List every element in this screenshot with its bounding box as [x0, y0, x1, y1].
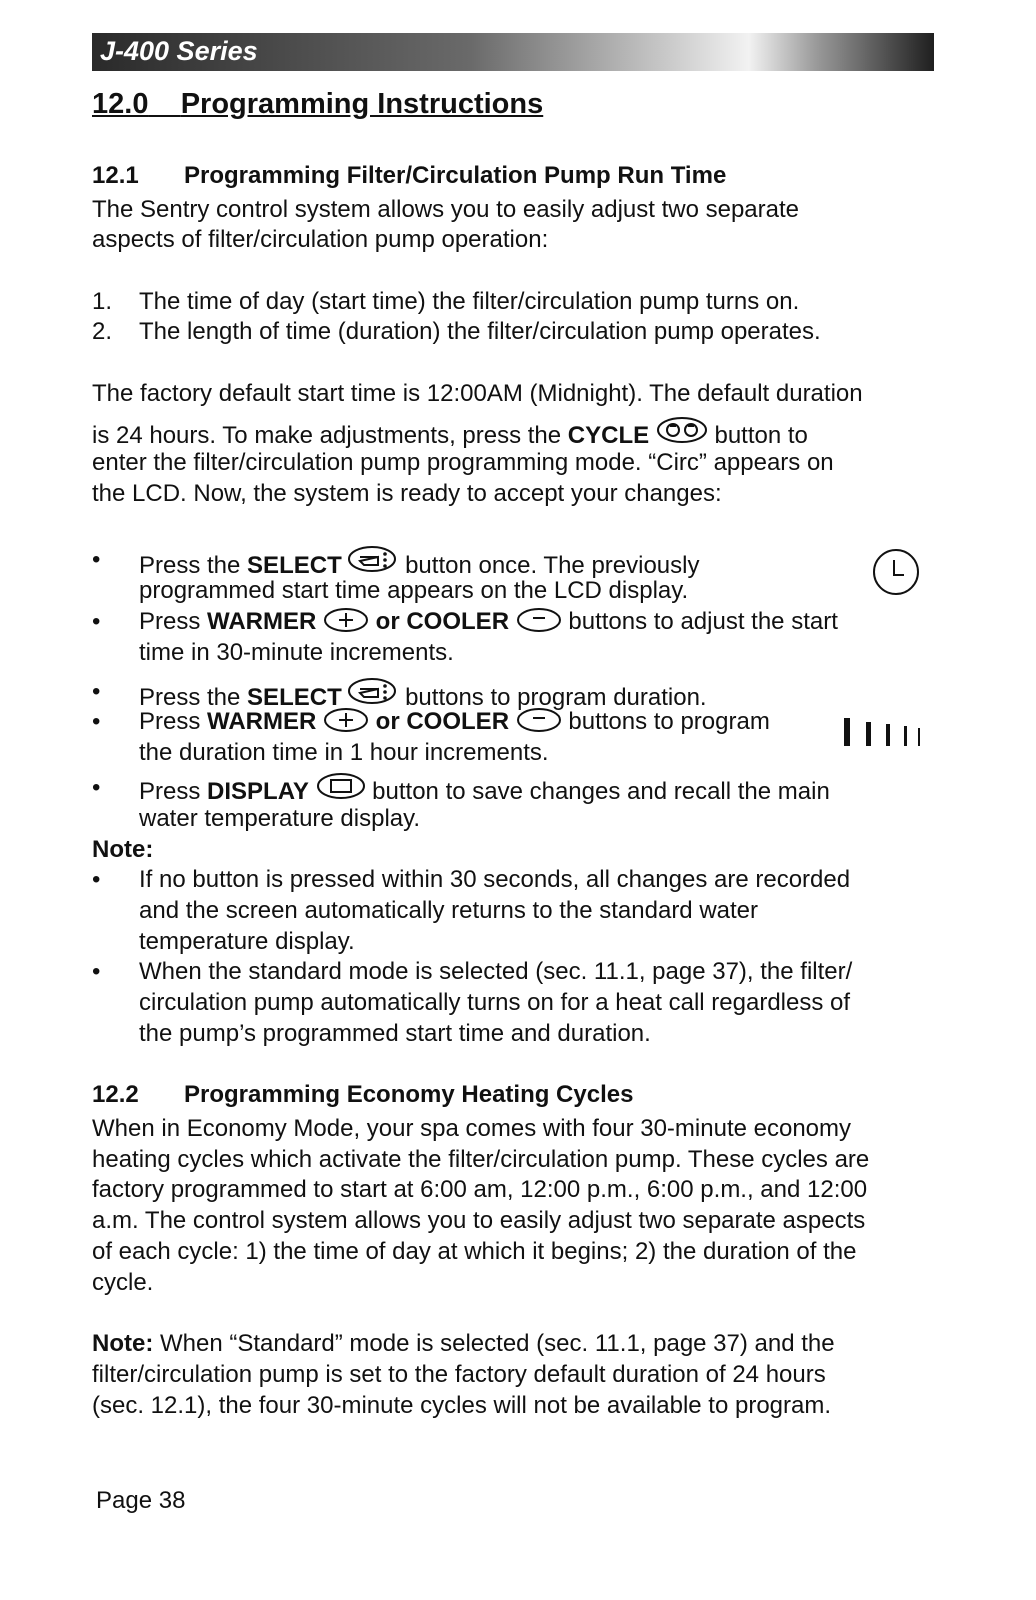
cooler-minus-icon: [516, 607, 562, 633]
bullet: •: [92, 958, 101, 985]
paragraph-line: The factory default start time is 12:00AM (Midnight). The default duration: [92, 380, 863, 407]
paragraph-line: The Sentry control system allows you to easily adjust two separate: [92, 196, 799, 223]
section-number: 12.2: [92, 1081, 139, 1108]
text-run: Press: [139, 778, 208, 805]
warmer-plus-icon: [323, 707, 369, 733]
note-text: and the screen automatically returns to the standard water: [139, 897, 759, 924]
list-item-number: 2.: [92, 318, 113, 345]
section-heading: Programming Filter/Circulation Pump Run Time: [184, 162, 727, 189]
text-run: is 24 hours. To make adjustments, press the: [92, 422, 568, 449]
page-number: Page 38: [96, 1487, 186, 1514]
text-run: buttons to program duration.: [398, 684, 707, 711]
note-text: circulation pump automatically turns on for a heat call regardless of: [139, 989, 851, 1016]
bullet: •: [92, 608, 101, 635]
bullet: •: [92, 678, 101, 705]
section-number: 12.1: [92, 162, 139, 189]
text-run: Press: [139, 608, 208, 635]
select-label: SELECT: [247, 552, 342, 579]
bullet-text: [139, 773, 830, 807]
text-run: When “Standard” mode is selected (sec. 11.1, page 37) and the: [153, 1330, 835, 1357]
title-number: 12.0: [92, 88, 149, 120]
paragraph-line: [92, 417, 808, 451]
paragraph-line: When in Economy Mode, your spa comes with four 30-minute economy: [92, 1115, 852, 1142]
section-12-1-heading: [92, 162, 726, 190]
paragraph-line: enter the filter/circulation pump programming mode. “Circ” appears on: [92, 449, 834, 476]
select-button-icon: [348, 677, 398, 709]
bullet-text: programmed start time appears on the LCD display.: [139, 577, 689, 604]
clock-icon: [872, 548, 920, 596]
section-12-2-heading: [92, 1081, 633, 1109]
paragraph-line: aspects of filter/circulation pump operation:: [92, 226, 549, 253]
text-run: button once. The previously: [398, 552, 700, 579]
note-text: temperature display.: [139, 928, 355, 955]
text-run: Press the: [139, 684, 248, 711]
select-button-icon: [348, 545, 398, 577]
text-run: buttons to program: [561, 708, 770, 735]
page-title: [92, 88, 543, 121]
section-heading: Programming Economy Heating Cycles: [184, 1081, 634, 1108]
bullet-text: time in 30-minute increments.: [139, 639, 454, 666]
warmer-label: WARMER: [207, 608, 317, 635]
bullet-text: water temperature display.: [139, 805, 421, 832]
text-run: Press the: [139, 552, 248, 579]
warmer-plus-icon: [323, 607, 369, 633]
paragraph-line: factory programmed to start at 6:00 am, 12:00 p.m., 6:00 p.m., and 12:00: [92, 1176, 868, 1203]
display-button-icon: [316, 773, 366, 803]
series-banner: [92, 33, 934, 71]
note-text: When the standard mode is selected (sec. 11.1, page 37), the filter/: [139, 958, 853, 985]
note-paragraph-line: [92, 1329, 835, 1359]
cooler-label: or COOLER: [369, 608, 510, 635]
display-label: DISPLAY: [207, 778, 309, 805]
bullet-text: [139, 607, 838, 637]
text-run: button to: [707, 422, 808, 449]
select-label: SELECT: [247, 684, 342, 711]
warmer-label: WARMER: [207, 708, 317, 735]
note-label: Note:: [92, 836, 154, 863]
list-item-number: 1.: [92, 288, 113, 315]
list-item: The length of time (duration) the filter/circulation pump operates.: [139, 318, 821, 345]
note-label: Note:: [92, 1330, 154, 1357]
note-paragraph-line: filter/circulation pump is set to the factory default duration of 24 hours: [92, 1361, 826, 1388]
text-run: button to save changes and recall the main: [365, 778, 830, 805]
text-run: Press: [139, 708, 208, 735]
cooler-label: or COOLER: [369, 708, 510, 735]
bullet-text: [139, 707, 770, 737]
list-item: The time of day (start time) the filter/circulation pump turns on.: [139, 288, 800, 315]
paragraph-line: a.m. The control system allows you to easily adjust two separate aspects: [92, 1207, 866, 1234]
bullet: •: [92, 774, 101, 801]
note-paragraph-line: (sec. 12.1), the four 30-minute cycles will not be available to program.: [92, 1392, 832, 1419]
cycle-button-icon: [656, 417, 708, 447]
bullet: •: [92, 546, 101, 573]
bullet-text: the duration time in 1 hour increments.: [139, 739, 549, 766]
title-text: Programming Instructions: [180, 88, 544, 120]
duration-bars-icon: [842, 716, 922, 748]
paragraph-line: the LCD. Now, the system is ready to accept your changes:: [92, 480, 722, 507]
series-title: J-400 Series: [100, 36, 258, 66]
bullet: •: [92, 866, 101, 893]
paragraph-line: heating cycles which activate the filter/circulation pump. These cycles are: [92, 1146, 870, 1173]
cooler-minus-icon: [516, 707, 562, 733]
note-text: the pump’s programmed start time and duration.: [139, 1020, 651, 1047]
paragraph-line: of each cycle: 1) the time of day at which it begins; 2) the duration of the: [92, 1238, 857, 1265]
bullet: •: [92, 708, 101, 735]
note-text: If no button is pressed within 30 seconds, all changes are recorded: [139, 866, 851, 893]
text-run: buttons to adjust the start: [561, 608, 838, 635]
cycle-label: CYCLE: [567, 422, 650, 449]
paragraph-line: cycle.: [92, 1269, 154, 1296]
